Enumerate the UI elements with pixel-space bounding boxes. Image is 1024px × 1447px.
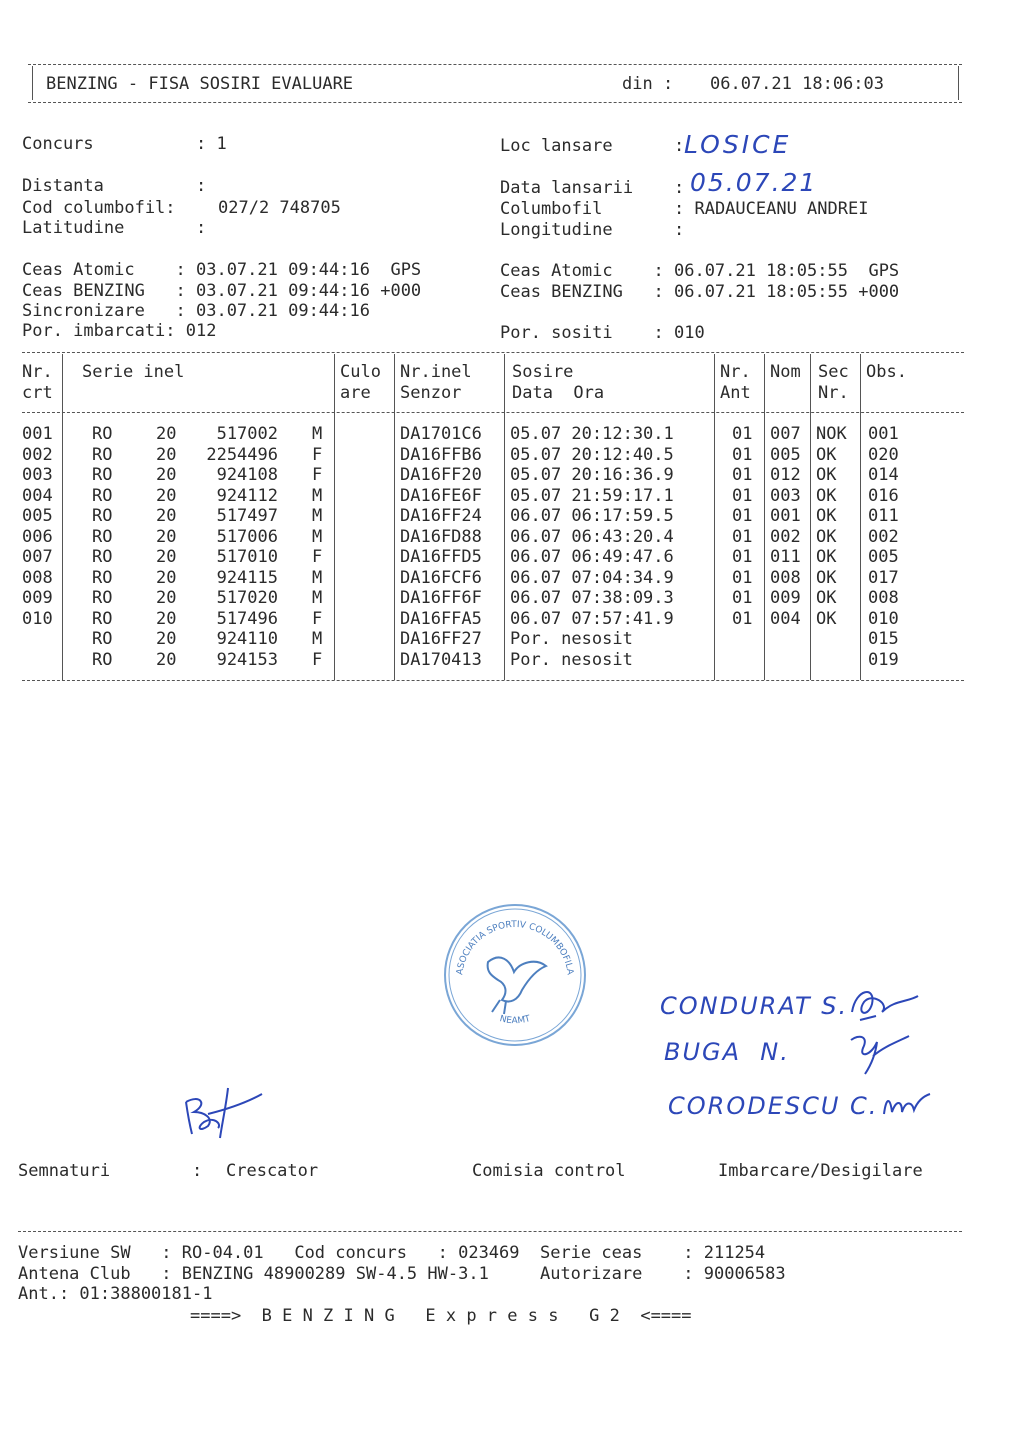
comisia-control-label: Comisia control — [472, 1161, 626, 1181]
signature-buga: BUGA N. — [664, 1038, 790, 1066]
cell-inel: 517020 — [216, 588, 278, 608]
cell-nom: 011 — [770, 547, 801, 567]
cell-nr: 006 — [22, 526, 53, 547]
semnaturi-colon: : — [192, 1161, 203, 1181]
cell-an: 20 — [156, 444, 177, 465]
cell-ant: 01 — [732, 567, 753, 588]
cell-sosire: 05.07 20:12:40.5 — [510, 444, 674, 465]
report-date-label: din : — [622, 74, 674, 94]
cell-an: 20 — [156, 526, 177, 547]
table-top-rule — [22, 352, 964, 353]
cell-tara: RO — [92, 444, 113, 465]
footer-rule — [18, 1231, 962, 1232]
cell-inel: 517496 — [216, 608, 278, 629]
cell-nr: 007 — [22, 547, 53, 567]
th-data-ora: Data Ora — [512, 383, 605, 403]
th-nr-ant: Nr. — [720, 362, 751, 382]
cell-inel: 924112 — [216, 485, 278, 506]
cell-sosire: Por. nesosit — [510, 629, 633, 649]
cell-an: 20 — [156, 424, 177, 444]
cell-obs: 014 — [868, 465, 899, 485]
cell-inel: 517006 — [216, 526, 278, 547]
signature-scribble-corodescu — [880, 1088, 940, 1118]
cell-an: 20 — [156, 485, 177, 506]
cell-sex: F — [312, 649, 323, 670]
cell-sosire: 05.07 20:16:36.9 — [510, 465, 674, 485]
th-senzor: Senzor — [400, 383, 462, 403]
columbofil-label: Columbofil — [500, 199, 603, 219]
cell-tara: RO — [92, 485, 113, 506]
cell-tara: RO — [92, 506, 113, 526]
th-nom: Nom — [770, 362, 801, 382]
cell-obs: 002 — [868, 526, 899, 547]
cell-sex: M — [312, 485, 323, 506]
col-divider — [334, 354, 335, 680]
cell-senzor: DA16FE6F — [400, 485, 482, 506]
cell-nom: 005 — [770, 444, 801, 465]
cell-sec: OK — [816, 444, 837, 465]
cell-tara: RO — [92, 526, 113, 547]
cell-ant: 01 — [732, 465, 753, 485]
longitudine-value: : — [674, 220, 685, 240]
cell-sec: OK — [816, 485, 837, 506]
header-top-rule — [28, 64, 962, 65]
th-serie-inel: Serie inel — [82, 362, 185, 382]
cell-an: 20 — [156, 629, 177, 649]
cell-sex: F — [312, 444, 323, 465]
signature-corodescu: CORODESCU C. — [668, 1092, 879, 1120]
cell-sex: M — [312, 567, 323, 588]
header-right-border — [958, 66, 959, 100]
cell-senzor: DA16FFB6 — [400, 444, 482, 465]
th-culoare: Culo — [340, 362, 381, 382]
cell-sec: OK — [816, 547, 837, 567]
cell-sec: OK — [816, 526, 837, 547]
cell-ant: 01 — [732, 547, 753, 567]
dove-icon — [488, 957, 546, 1014]
cell-sex: F — [312, 547, 323, 567]
cell-sosire: 06.07 07:38:09.3 — [510, 588, 674, 608]
cell-senzor: DA16FFA5 — [400, 608, 482, 629]
signature-scribble-condurat — [842, 982, 932, 1026]
cell-an: 20 — [156, 567, 177, 588]
header-left-border — [32, 66, 33, 100]
header-bottom-rule — [28, 102, 962, 103]
stamp-text-bottom: NEAMT — [498, 1014, 532, 1027]
cell-sex: M — [312, 506, 323, 526]
cell-inel: 924153 — [216, 649, 278, 670]
ceas-benzing-start: Ceas BENZING : 03.07.21 09:44:16 +000 — [22, 281, 422, 301]
cell-senzor: DA170413 — [400, 649, 482, 670]
cell-sosire: 06.07 06:43:20.4 — [510, 526, 674, 547]
cell-obs: 011 — [868, 506, 899, 526]
cell-obs: 010 — [868, 608, 899, 629]
cell-inel: 517497 — [216, 506, 278, 526]
por-sositi: Por. sositi : 010 — [500, 323, 705, 343]
cell-nr: 003 — [22, 465, 53, 485]
cell-inel: 924110 — [216, 629, 278, 649]
col-divider — [714, 354, 715, 680]
cell-tara: RO — [92, 649, 113, 670]
data-lansarii-colon: : — [674, 178, 685, 198]
data-lansarii-label: Data lansarii — [500, 178, 634, 198]
cell-nr: 002 — [22, 444, 53, 465]
cell-senzor: DA1701C6 — [400, 424, 482, 444]
cell-nom: 009 — [770, 588, 801, 608]
cell-sex: M — [312, 424, 323, 444]
th-nr-ant-2: Ant — [720, 383, 751, 403]
cell-senzor: DA16FFD5 — [400, 547, 482, 567]
th-sosire: Sosire — [512, 362, 574, 382]
footer-ant: Ant.: 01:38800181-1 — [18, 1284, 213, 1304]
th-nr-crt-2: crt — [22, 383, 53, 403]
cell-senzor: DA16FF24 — [400, 506, 482, 526]
cell-obs: 017 — [868, 567, 899, 588]
cell-sosire: 06.07 07:04:34.9 — [510, 567, 674, 588]
cell-nom: 003 — [770, 485, 801, 506]
cell-sec: OK — [816, 588, 837, 608]
cell-nom: 008 — [770, 567, 801, 588]
th-culoare-2: are — [340, 383, 371, 403]
cell-obs: 020 — [868, 444, 899, 465]
th-sec: Sec — [818, 362, 849, 382]
imbarcare-label: Imbarcare/Desigilare — [718, 1161, 923, 1181]
footer-brand: ====> B E N Z I N G E x p r e s s G 2 <==== — [190, 1306, 692, 1326]
concurs-label: Concurs — [22, 134, 94, 154]
cell-ant: 01 — [732, 608, 753, 629]
th-nr-crt: Nr. — [22, 362, 53, 382]
cell-sec: OK — [816, 465, 837, 485]
cell-sec: OK — [816, 608, 837, 629]
cod-columbofil-label: Cod columbofil: — [22, 198, 176, 218]
cell-ant: 01 — [732, 424, 753, 444]
ceas-atomic-start: Ceas Atomic : 03.07.21 09:44:16 GPS — [22, 260, 422, 280]
cell-sex: M — [312, 588, 323, 608]
distanta-value: : — [196, 176, 207, 196]
svg-text:ASOCIATIA SPORTIV COLUMBOFILA — [455, 920, 575, 976]
cell-senzor: DA16FF20 — [400, 465, 482, 485]
cell-an: 20 — [156, 506, 177, 526]
cell-nr: 010 — [22, 608, 53, 629]
cell-nom: 007 — [770, 424, 801, 444]
cell-tara: RO — [92, 424, 113, 444]
cell-inel: 517010 — [216, 547, 278, 567]
col-divider — [860, 354, 861, 680]
cell-senzor: DA16FF6F — [400, 588, 482, 608]
signature-scribble-buga — [845, 1030, 915, 1076]
cell-sex: F — [312, 608, 323, 629]
col-divider — [394, 354, 395, 680]
cell-obs: 008 — [868, 588, 899, 608]
loc-lansare-colon: : — [674, 136, 685, 156]
crescator-label: Crescator — [226, 1161, 319, 1181]
cell-sosire: Por. nesosit — [510, 649, 633, 670]
col-divider — [504, 354, 505, 680]
semnaturi-label: Semnaturi — [18, 1161, 111, 1181]
cell-an: 20 — [156, 588, 177, 608]
cell-sosire: 06.07 06:49:47.6 — [510, 547, 674, 567]
report-date-value: 06.07.21 18:06:03 — [710, 74, 884, 94]
cell-an: 20 — [156, 649, 177, 670]
signature-crescator — [178, 1082, 268, 1142]
cell-nr: 004 — [22, 485, 53, 506]
cell-nom: 001 — [770, 506, 801, 526]
footer-versiune: Versiune SW : RO-04.01 Cod concurs : 023469 Serie ceas : 211254 — [18, 1243, 766, 1263]
cell-ant: 01 — [732, 526, 753, 547]
cell-ant: 01 — [732, 588, 753, 608]
stamp-text-top: ASOCIATIA SPORTIV COLUMBOFILA — [455, 919, 575, 976]
loc-lansare-value: LOSICE — [684, 130, 792, 159]
footer-antena: Antena Club : BENZING 48900289 SW-4.5 HW-3.1 Autorizare : 90006583 — [18, 1264, 786, 1284]
association-stamp — [440, 900, 590, 1050]
cell-obs: 005 — [868, 547, 899, 567]
sincronizare: Sincronizare : 03.07.21 09:44:16 — [22, 301, 370, 321]
cell-an: 20 — [156, 547, 177, 567]
table-bottom-rule — [22, 680, 964, 681]
cell-sosire: 05.07 21:59:17.1 — [510, 485, 674, 506]
cell-inel: 924108 — [216, 465, 278, 485]
cell-sex: F — [312, 465, 323, 485]
cell-obs: 015 — [868, 629, 899, 649]
col-divider — [810, 354, 811, 680]
table-header-rule — [22, 412, 964, 413]
report-title: BENZING - FISA SOSIRI EVALUARE — [46, 74, 354, 94]
cell-senzor: DA16FD88 — [400, 526, 482, 547]
cell-nom: 002 — [770, 526, 801, 547]
longitudine-label: Longitudine — [500, 220, 613, 240]
cell-nom: 004 — [770, 608, 801, 629]
ceas-atomic-end: Ceas Atomic : 06.07.21 18:05:55 GPS — [500, 261, 900, 281]
th-sec-2: Nr. — [818, 383, 849, 403]
cell-tara: RO — [92, 588, 113, 608]
signature-condurat: CONDURAT S. — [660, 992, 849, 1020]
latitudine-value: : — [196, 218, 207, 238]
cell-nr: 008 — [22, 567, 53, 588]
cell-sex: M — [312, 526, 323, 547]
cell-inel: 517002 — [216, 424, 278, 444]
cell-sec: NOK — [816, 424, 847, 444]
cell-nom: 012 — [770, 465, 801, 485]
cell-ant: 01 — [732, 506, 753, 526]
distanta-label: Distanta — [22, 176, 104, 196]
cell-an: 20 — [156, 608, 177, 629]
cell-an: 20 — [156, 465, 177, 485]
cell-sec: OK — [816, 567, 837, 588]
cell-tara: RO — [92, 465, 113, 485]
cod-columbofil-value: 027/2 748705 — [218, 198, 341, 218]
cell-sosire: 05.07 20:12:30.1 — [510, 424, 674, 444]
cell-ant: 01 — [732, 444, 753, 465]
cell-obs: 016 — [868, 485, 899, 506]
loc-lansare-label: Loc lansare — [500, 136, 613, 156]
cell-sex: M — [312, 629, 323, 649]
cell-inel: 2254496 — [206, 444, 278, 465]
cell-nr: 001 — [22, 424, 53, 444]
cell-senzor: DA16FCF6 — [400, 567, 482, 588]
latitudine-label: Latitudine — [22, 218, 125, 238]
data-lansarii-value: 05.07.21 — [690, 168, 818, 197]
ceas-benzing-end: Ceas BENZING : 06.07.21 18:05:55 +000 — [500, 282, 900, 302]
concurs-value: : 1 — [196, 134, 227, 154]
cell-senzor: DA16FF27 — [400, 629, 482, 649]
cell-nr: 005 — [22, 506, 53, 526]
cell-tara: RO — [92, 567, 113, 588]
cell-obs: 019 — [868, 649, 899, 670]
cell-obs: 001 — [868, 424, 899, 444]
col-divider — [62, 354, 63, 680]
cell-tara: RO — [92, 608, 113, 629]
columbofil-value: : RADAUCEANU ANDREI — [674, 199, 869, 219]
col-divider — [764, 354, 765, 680]
th-nr-inel: Nr.inel — [400, 362, 472, 382]
th-obs: Obs. — [866, 362, 907, 382]
cell-tara: RO — [92, 547, 113, 567]
cell-sec: OK — [816, 506, 837, 526]
cell-inel: 924115 — [216, 567, 278, 588]
cell-sosire: 06.07 06:17:59.5 — [510, 506, 674, 526]
por-imbarcati: Por. imbarcati: 012 — [22, 321, 217, 341]
cell-ant: 01 — [732, 485, 753, 506]
cell-sosire: 06.07 07:57:41.9 — [510, 608, 674, 629]
svg-text:NEAMT — [499, 1014, 532, 1026]
cell-tara: RO — [92, 629, 113, 649]
cell-nr: 009 — [22, 588, 53, 608]
